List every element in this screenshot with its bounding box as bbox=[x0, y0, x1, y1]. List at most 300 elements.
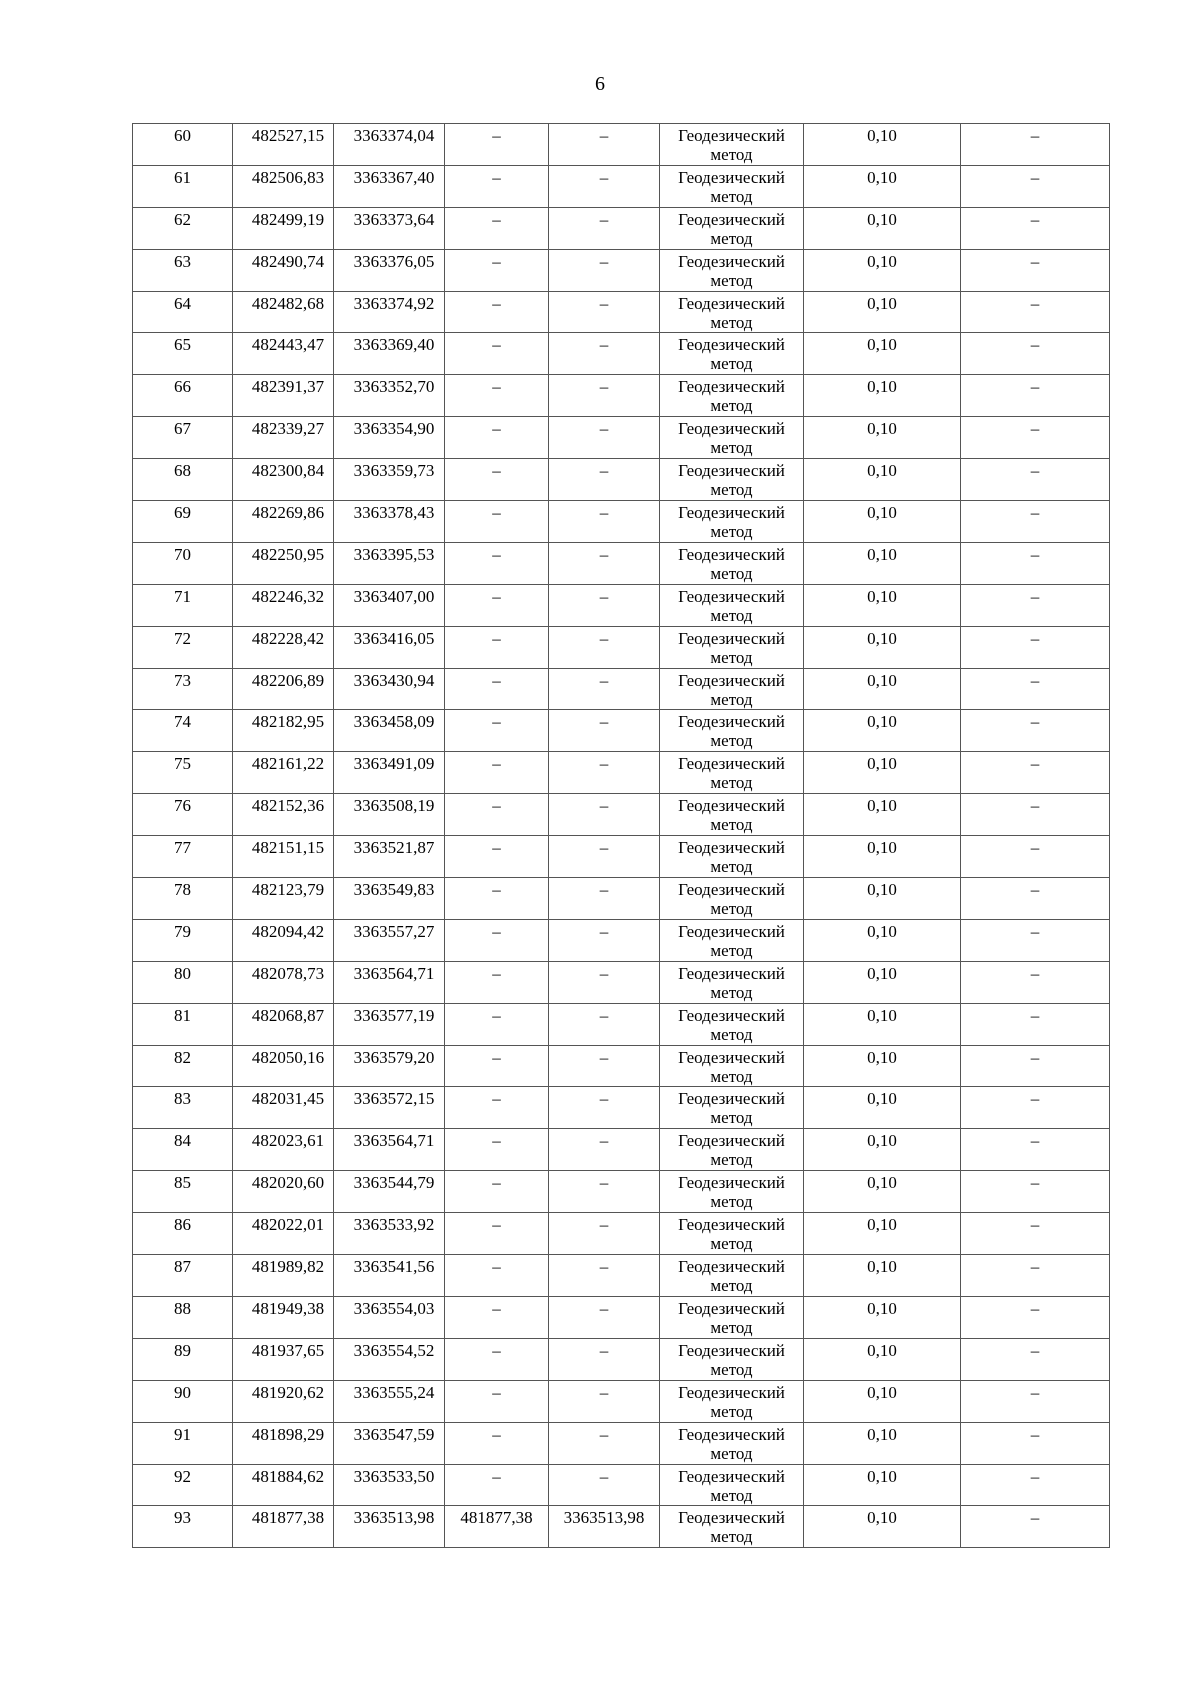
y-existing-text: – bbox=[599, 461, 609, 481]
x-coordinate-cell bbox=[233, 1422, 334, 1464]
point-number-cell bbox=[133, 836, 233, 878]
y-coordinate-cell bbox=[334, 1380, 445, 1422]
x-coordinate-text: 482246,32 bbox=[251, 586, 325, 606]
note-cell bbox=[961, 542, 1110, 584]
x-coordinate-cell bbox=[233, 752, 334, 794]
note-cell bbox=[961, 1464, 1110, 1506]
accuracy-cell bbox=[804, 794, 961, 836]
accuracy-cell bbox=[804, 291, 961, 333]
point-number-cell bbox=[133, 459, 233, 501]
x-existing-cell bbox=[445, 165, 549, 207]
method-cell bbox=[660, 1129, 804, 1171]
point-number-cell bbox=[133, 1213, 233, 1255]
accuracy-text: 0,10 bbox=[867, 586, 897, 606]
accuracy-text: 0,10 bbox=[867, 754, 897, 774]
point-number-cell bbox=[133, 584, 233, 626]
accuracy-cell bbox=[804, 1296, 961, 1338]
x-existing-text: – bbox=[492, 377, 501, 397]
x-existing-text: – bbox=[492, 754, 501, 774]
method-text: Геодезический метод bbox=[678, 1005, 785, 1044]
y-existing-cell bbox=[549, 1171, 660, 1213]
method-text: Геодезический метод bbox=[678, 377, 785, 416]
x-existing-cell bbox=[445, 668, 549, 710]
point-number-text: 67 bbox=[174, 419, 191, 439]
y-coordinate-cell bbox=[334, 1213, 445, 1255]
point-number-cell bbox=[133, 1255, 233, 1297]
x-coordinate-text: 482161,22 bbox=[251, 754, 325, 774]
y-coordinate-cell bbox=[334, 375, 445, 417]
accuracy-cell bbox=[804, 584, 961, 626]
y-coordinate-text: 3363557,27 bbox=[353, 921, 435, 941]
x-existing-text: – bbox=[492, 503, 501, 523]
y-existing-text: – bbox=[599, 628, 609, 648]
point-number-text: 85 bbox=[174, 1173, 191, 1193]
point-number-text: 88 bbox=[174, 1298, 191, 1318]
x-coordinate-text: 482506,83 bbox=[251, 167, 325, 187]
x-coordinate-cell bbox=[233, 1296, 334, 1338]
x-coordinate-text: 481920,62 bbox=[251, 1382, 325, 1402]
y-existing-cell bbox=[549, 207, 660, 249]
y-coordinate-text: 3363376,05 bbox=[353, 251, 435, 271]
method-text: Геодезический метод bbox=[678, 1257, 785, 1296]
x-coordinate-cell bbox=[233, 1380, 334, 1422]
table-row bbox=[133, 1045, 1110, 1087]
method-text: Геодезический метод bbox=[678, 1424, 785, 1463]
x-existing-text: – bbox=[492, 838, 501, 858]
note-text: – bbox=[1030, 1131, 1040, 1151]
table-row bbox=[133, 291, 1110, 333]
point-number-text: 69 bbox=[174, 503, 191, 523]
y-coordinate-cell bbox=[334, 668, 445, 710]
point-number-cell bbox=[133, 1380, 233, 1422]
y-coordinate-text: 3363554,52 bbox=[353, 1340, 435, 1360]
x-existing-cell bbox=[445, 124, 549, 166]
y-coordinate-cell bbox=[334, 459, 445, 501]
x-coordinate-cell bbox=[233, 1171, 334, 1213]
method-cell bbox=[660, 1171, 804, 1213]
method-cell bbox=[660, 1380, 804, 1422]
x-existing-cell bbox=[445, 794, 549, 836]
x-coordinate-cell bbox=[233, 961, 334, 1003]
note-cell bbox=[961, 710, 1110, 752]
y-existing-text: – bbox=[599, 503, 609, 523]
accuracy-text: 0,10 bbox=[867, 838, 897, 858]
y-coordinate-text: 3363564,71 bbox=[353, 963, 435, 983]
method-text: Геодезический метод bbox=[678, 1215, 785, 1254]
note-text: – bbox=[1030, 251, 1040, 271]
y-coordinate-text: 3363354,90 bbox=[353, 419, 435, 439]
y-coordinate-text: 3363541,56 bbox=[353, 1257, 435, 1277]
accuracy-cell bbox=[804, 1087, 961, 1129]
method-cell bbox=[660, 1255, 804, 1297]
note-cell bbox=[961, 1045, 1110, 1087]
y-existing-cell bbox=[549, 375, 660, 417]
y-coordinate-cell bbox=[334, 124, 445, 166]
note-text: – bbox=[1030, 126, 1040, 145]
accuracy-text: 0,10 bbox=[867, 419, 897, 439]
table-row bbox=[133, 710, 1110, 752]
accuracy-cell bbox=[804, 1045, 961, 1087]
method-cell bbox=[660, 1296, 804, 1338]
x-existing-text: – bbox=[492, 1173, 501, 1193]
table-row bbox=[133, 919, 1110, 961]
accuracy-cell bbox=[804, 668, 961, 710]
point-number-text: 72 bbox=[174, 628, 191, 648]
x-coordinate-cell bbox=[233, 1255, 334, 1297]
accuracy-cell bbox=[804, 249, 961, 291]
method-text: Геодезический метод bbox=[678, 167, 785, 206]
x-coordinate-text: 482269,86 bbox=[251, 503, 325, 523]
note-text: – bbox=[1030, 1298, 1040, 1318]
accuracy-text: 0,10 bbox=[867, 126, 897, 145]
table-row bbox=[133, 584, 1110, 626]
method-cell bbox=[660, 710, 804, 752]
x-coordinate-cell bbox=[233, 291, 334, 333]
x-coordinate-text: 482206,89 bbox=[251, 670, 325, 690]
x-coordinate-text: 482023,61 bbox=[251, 1131, 325, 1151]
note-cell bbox=[961, 961, 1110, 1003]
x-coordinate-cell bbox=[233, 1506, 334, 1548]
note-cell bbox=[961, 249, 1110, 291]
method-text: Геодезический метод bbox=[678, 880, 785, 919]
x-existing-text: – bbox=[492, 461, 501, 481]
y-coordinate-text: 3363577,19 bbox=[353, 1005, 435, 1025]
x-coordinate-text: 482050,16 bbox=[251, 1047, 325, 1067]
point-number-cell bbox=[133, 668, 233, 710]
x-existing-cell bbox=[445, 249, 549, 291]
y-coordinate-text: 3363579,20 bbox=[353, 1047, 435, 1067]
x-coordinate-cell bbox=[233, 836, 334, 878]
table-row bbox=[133, 333, 1110, 375]
accuracy-cell bbox=[804, 1255, 961, 1297]
x-coordinate-text: 481937,65 bbox=[251, 1340, 325, 1360]
point-number-text: 86 bbox=[174, 1215, 191, 1235]
point-number-text: 61 bbox=[174, 167, 191, 187]
point-number-text: 77 bbox=[174, 838, 191, 858]
accuracy-text: 0,10 bbox=[867, 963, 897, 983]
note-text: – bbox=[1030, 503, 1040, 523]
method-text: Геодезический метод bbox=[678, 419, 785, 458]
y-coordinate-text: 3363521,87 bbox=[353, 838, 435, 858]
accuracy-cell bbox=[804, 542, 961, 584]
y-coordinate-cell bbox=[334, 626, 445, 668]
x-coordinate-text: 482078,73 bbox=[251, 963, 325, 983]
method-cell bbox=[660, 1087, 804, 1129]
table-row bbox=[133, 207, 1110, 249]
point-number-text: 78 bbox=[174, 880, 191, 900]
table-row bbox=[133, 459, 1110, 501]
x-existing-text: – bbox=[492, 1424, 501, 1444]
method-text: Геодезический метод bbox=[678, 209, 785, 248]
note-text: – bbox=[1030, 1173, 1040, 1193]
x-coordinate-cell bbox=[233, 794, 334, 836]
y-existing-cell bbox=[549, 1255, 660, 1297]
note-text: – bbox=[1030, 1215, 1040, 1235]
note-text: – bbox=[1030, 963, 1040, 983]
y-existing-text: – bbox=[599, 921, 609, 941]
point-number-text: 76 bbox=[174, 796, 191, 816]
point-number-text: 87 bbox=[174, 1257, 191, 1277]
x-existing-cell bbox=[445, 961, 549, 1003]
table-row bbox=[133, 165, 1110, 207]
y-coordinate-cell bbox=[334, 165, 445, 207]
y-existing-cell bbox=[549, 710, 660, 752]
note-cell bbox=[961, 1087, 1110, 1129]
y-coordinate-text: 3363430,94 bbox=[353, 670, 435, 690]
x-coordinate-cell bbox=[233, 1338, 334, 1380]
point-number-cell bbox=[133, 1506, 233, 1548]
note-text: – bbox=[1030, 880, 1040, 900]
x-existing-cell bbox=[445, 836, 549, 878]
point-number-cell bbox=[133, 333, 233, 375]
method-cell bbox=[660, 1422, 804, 1464]
note-text: – bbox=[1030, 335, 1040, 355]
method-text: Геодезический метод bbox=[678, 293, 785, 332]
method-text: Геодезический метод bbox=[678, 586, 785, 625]
note-cell bbox=[961, 1422, 1110, 1464]
y-coordinate-cell bbox=[334, 1296, 445, 1338]
method-text: Геодезический метод bbox=[678, 1508, 785, 1547]
y-existing-text: – bbox=[599, 167, 609, 187]
note-text: – bbox=[1030, 1424, 1040, 1444]
point-number-text: 62 bbox=[174, 209, 191, 229]
note-cell bbox=[961, 1338, 1110, 1380]
accuracy-cell bbox=[804, 1506, 961, 1548]
table-row bbox=[133, 836, 1110, 878]
point-number-cell bbox=[133, 1464, 233, 1506]
y-coordinate-text: 3363491,09 bbox=[353, 754, 435, 774]
method-text: Геодезический метод bbox=[678, 712, 785, 751]
table-row bbox=[133, 1464, 1110, 1506]
method-text: Геодезический метод bbox=[678, 1340, 785, 1379]
note-cell bbox=[961, 1296, 1110, 1338]
y-coordinate-text: 3363369,40 bbox=[353, 335, 435, 355]
point-number-text: 82 bbox=[174, 1047, 191, 1067]
method-cell bbox=[660, 668, 804, 710]
method-cell bbox=[660, 542, 804, 584]
x-existing-text: – bbox=[492, 670, 501, 690]
y-coordinate-text: 3363374,04 bbox=[353, 126, 435, 145]
x-existing-cell bbox=[445, 1422, 549, 1464]
y-existing-cell bbox=[549, 794, 660, 836]
table-row bbox=[133, 1003, 1110, 1045]
y-existing-cell bbox=[549, 1506, 660, 1548]
table-row bbox=[133, 417, 1110, 459]
y-coordinate-text: 3363359,73 bbox=[353, 461, 435, 481]
accuracy-cell bbox=[804, 878, 961, 920]
x-coordinate-text: 482443,47 bbox=[251, 335, 325, 355]
x-existing-cell bbox=[445, 207, 549, 249]
y-coordinate-cell bbox=[334, 919, 445, 961]
y-coordinate-text: 3363513,98 bbox=[353, 1508, 435, 1528]
point-number-text: 75 bbox=[174, 754, 191, 774]
y-existing-text: – bbox=[599, 251, 609, 271]
method-text: Геодезический метод bbox=[678, 1089, 785, 1128]
y-coordinate-cell bbox=[334, 1506, 445, 1548]
note-text: – bbox=[1030, 1508, 1040, 1528]
x-coordinate-cell bbox=[233, 459, 334, 501]
x-coordinate-cell bbox=[233, 1087, 334, 1129]
method-cell bbox=[660, 626, 804, 668]
x-existing-text: – bbox=[492, 1089, 501, 1109]
accuracy-cell bbox=[804, 752, 961, 794]
method-text: Геодезический метод bbox=[678, 503, 785, 542]
point-number-text: 74 bbox=[174, 712, 191, 732]
note-cell bbox=[961, 207, 1110, 249]
x-existing-cell bbox=[445, 1129, 549, 1171]
accuracy-cell bbox=[804, 1003, 961, 1045]
y-existing-text: – bbox=[599, 1047, 609, 1067]
note-cell bbox=[961, 626, 1110, 668]
x-coordinate-cell bbox=[233, 584, 334, 626]
y-coordinate-text: 3363547,59 bbox=[353, 1424, 435, 1444]
coordinates-table-body bbox=[133, 124, 1110, 1548]
x-existing-cell bbox=[445, 333, 549, 375]
x-coordinate-text: 482068,87 bbox=[251, 1005, 325, 1025]
x-existing-cell bbox=[445, 1380, 549, 1422]
method-text: Геодезический метод bbox=[678, 838, 785, 877]
method-text: Геодезический метод bbox=[678, 670, 785, 709]
method-text: Геодезический метод bbox=[678, 251, 785, 290]
note-cell bbox=[961, 752, 1110, 794]
x-existing-text: – bbox=[492, 1257, 501, 1277]
accuracy-text: 0,10 bbox=[867, 251, 897, 271]
x-existing-cell bbox=[445, 1087, 549, 1129]
y-existing-text: – bbox=[599, 712, 609, 732]
point-number-text: 81 bbox=[174, 1005, 191, 1025]
point-number-cell bbox=[133, 961, 233, 1003]
y-existing-text: – bbox=[599, 586, 609, 606]
note-text: – bbox=[1030, 754, 1040, 774]
table-row bbox=[133, 1296, 1110, 1338]
y-coordinate-cell bbox=[334, 1171, 445, 1213]
point-number-cell bbox=[133, 542, 233, 584]
accuracy-text: 0,10 bbox=[867, 712, 897, 732]
y-existing-text: – bbox=[599, 880, 609, 900]
point-number-text: 93 bbox=[174, 1508, 191, 1528]
y-existing-cell bbox=[549, 542, 660, 584]
y-coordinate-text: 3363373,64 bbox=[353, 209, 435, 229]
x-coordinate-text: 481884,62 bbox=[251, 1466, 325, 1486]
note-cell bbox=[961, 333, 1110, 375]
point-number-text: 83 bbox=[174, 1089, 191, 1109]
note-text: – bbox=[1030, 377, 1040, 397]
x-existing-text: – bbox=[492, 1298, 501, 1318]
accuracy-text: 0,10 bbox=[867, 1424, 897, 1444]
point-number-text: 90 bbox=[174, 1382, 191, 1402]
point-number-cell bbox=[133, 752, 233, 794]
x-existing-cell bbox=[445, 1506, 549, 1548]
y-existing-text: – bbox=[599, 1089, 609, 1109]
accuracy-text: 0,10 bbox=[867, 1047, 897, 1067]
x-existing-text: – bbox=[492, 293, 501, 313]
x-existing-cell bbox=[445, 919, 549, 961]
y-coordinate-cell bbox=[334, 836, 445, 878]
y-existing-text: – bbox=[599, 754, 609, 774]
accuracy-cell bbox=[804, 459, 961, 501]
accuracy-cell bbox=[804, 375, 961, 417]
note-text: – bbox=[1030, 1047, 1040, 1067]
x-existing-cell bbox=[445, 542, 549, 584]
x-coordinate-text: 482182,95 bbox=[251, 712, 325, 732]
method-cell bbox=[660, 752, 804, 794]
x-coordinate-cell bbox=[233, 417, 334, 459]
method-text: Геодезический метод bbox=[678, 921, 785, 960]
accuracy-text: 0,10 bbox=[867, 1340, 897, 1360]
y-existing-text: – bbox=[599, 1424, 609, 1444]
accuracy-text: 0,10 bbox=[867, 670, 897, 690]
note-text: – bbox=[1030, 586, 1040, 606]
y-coordinate-cell bbox=[334, 710, 445, 752]
y-coordinate-cell bbox=[334, 542, 445, 584]
y-existing-text: – bbox=[599, 796, 609, 816]
y-existing-cell bbox=[549, 626, 660, 668]
y-coordinate-text: 3363352,70 bbox=[353, 377, 435, 397]
x-coordinate-text: 482152,36 bbox=[251, 796, 325, 816]
method-cell bbox=[660, 961, 804, 1003]
accuracy-cell bbox=[804, 501, 961, 543]
y-coordinate-text: 3363508,19 bbox=[353, 796, 435, 816]
accuracy-text: 0,10 bbox=[867, 544, 897, 564]
y-existing-cell bbox=[549, 1003, 660, 1045]
accuracy-text: 0,10 bbox=[867, 377, 897, 397]
y-coordinate-cell bbox=[334, 961, 445, 1003]
x-existing-text: – bbox=[492, 921, 501, 941]
y-coordinate-text: 3363458,09 bbox=[353, 712, 435, 732]
table-row bbox=[133, 1171, 1110, 1213]
method-cell bbox=[660, 375, 804, 417]
point-number-text: 63 bbox=[174, 251, 191, 271]
accuracy-text: 0,10 bbox=[867, 1508, 897, 1528]
table-row bbox=[133, 794, 1110, 836]
point-number-text: 79 bbox=[174, 921, 191, 941]
y-coordinate-text: 3363367,40 bbox=[353, 167, 435, 187]
accuracy-cell bbox=[804, 207, 961, 249]
accuracy-text: 0,10 bbox=[867, 796, 897, 816]
y-existing-text: – bbox=[599, 377, 609, 397]
method-cell bbox=[660, 794, 804, 836]
y-coordinate-cell bbox=[334, 1003, 445, 1045]
table-row bbox=[133, 878, 1110, 920]
point-number-cell bbox=[133, 1087, 233, 1129]
x-coordinate-text: 482020,60 bbox=[251, 1173, 325, 1193]
note-cell bbox=[961, 1171, 1110, 1213]
point-number-cell bbox=[133, 878, 233, 920]
x-coordinate-text: 482499,19 bbox=[251, 209, 325, 229]
table-row bbox=[133, 1506, 1110, 1548]
accuracy-cell bbox=[804, 333, 961, 375]
point-number-cell bbox=[133, 165, 233, 207]
table-row bbox=[133, 1213, 1110, 1255]
y-existing-text: – bbox=[599, 1173, 609, 1193]
note-text: – bbox=[1030, 419, 1040, 439]
table-row bbox=[133, 668, 1110, 710]
y-coordinate-text: 3363407,00 bbox=[353, 586, 435, 606]
accuracy-text: 0,10 bbox=[867, 880, 897, 900]
table-row bbox=[133, 1338, 1110, 1380]
x-existing-text: – bbox=[492, 251, 501, 271]
y-existing-cell bbox=[549, 333, 660, 375]
point-number-cell bbox=[133, 124, 233, 166]
x-coordinate-cell bbox=[233, 207, 334, 249]
x-existing-cell bbox=[445, 1213, 549, 1255]
accuracy-text: 0,10 bbox=[867, 1089, 897, 1109]
table-row bbox=[133, 542, 1110, 584]
x-existing-cell bbox=[445, 878, 549, 920]
table-row bbox=[133, 752, 1110, 794]
x-existing-cell bbox=[445, 1045, 549, 1087]
method-text: Геодезический метод bbox=[678, 1047, 785, 1086]
